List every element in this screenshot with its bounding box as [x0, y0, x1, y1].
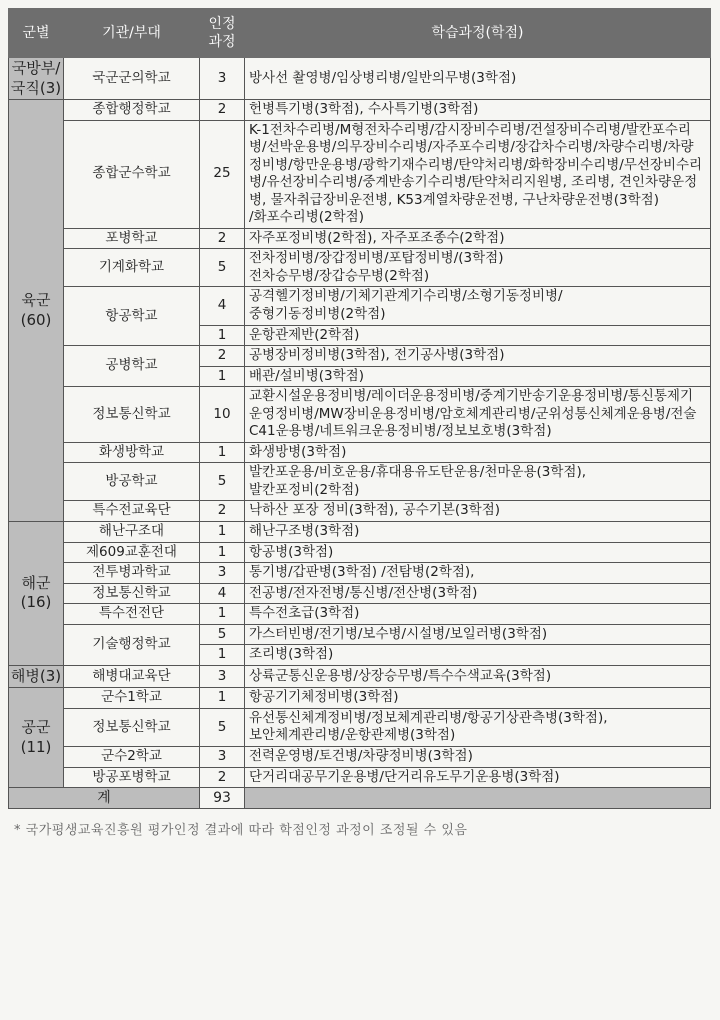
course-list-cell: 가스터빈병/전기병/보수병/시설병/보일러병(3학점)	[245, 624, 711, 645]
table-row	[9, 58, 711, 100]
table-row	[9, 100, 711, 121]
institution-cell: 항공학교	[64, 287, 200, 346]
institution-cell: 방공학교	[64, 463, 200, 501]
institution-cell: 포병학교	[64, 228, 200, 249]
course-list-cell: 헌병특기병(3학점), 수사특기병(3학점)	[245, 100, 711, 121]
table-row	[9, 563, 711, 584]
table-row	[9, 463, 711, 501]
course-list-cell: 통기병/갑판병(3학점) /전탐병(2학점),	[245, 563, 711, 584]
course-count-cell: 10	[200, 387, 245, 443]
institution-cell: 방공포병학교	[64, 767, 200, 788]
institution-cell: 군수1학교	[64, 688, 200, 709]
course-list-cell: 낙하산 포장 정비(3학점), 공수기본(3학점)	[245, 501, 711, 522]
table-row	[9, 583, 711, 604]
branch-cell: 해군 (16)	[9, 522, 64, 666]
institution-cell: 정보통신학교	[64, 583, 200, 604]
table-row	[9, 287, 711, 325]
table-row	[9, 249, 711, 287]
course-list-cell: 발칸포운용/비호운용/휴대용유도탄운용/천마운용(3학점), 발칸포정비(2학점)	[245, 463, 711, 501]
course-count-cell: 3	[200, 747, 245, 768]
course-count-cell: 2	[200, 100, 245, 121]
institution-cell: 해난구조대	[64, 522, 200, 543]
table-row	[9, 120, 711, 228]
course-list-cell: 공병장비정비병(3학점), 전기공사병(3학점)	[245, 346, 711, 367]
course-count-cell: 1	[200, 325, 245, 346]
institution-cell: 특수전교육단	[64, 501, 200, 522]
course-count-cell: 5	[200, 624, 245, 645]
course-count-cell: 1	[200, 442, 245, 463]
header-count-label: 인정 과정	[208, 15, 236, 50]
course-list-cell: 유선통신체계정비병/정보체계관리병/항공기상관측병(3학점), 보안체계관리병/운항관제병(3학점)	[245, 708, 711, 746]
table-row	[9, 708, 711, 746]
course-list-cell: 교환시설운용정비병/레이더운용정비병/중계기반송기운용정비병/통신통제기운영정비병/MW장비운용정비병/암호체계관리병/군위성통신체계운용병/전술C41운용병/네트워크운용정비병/정보보호병(3학점)	[245, 387, 711, 443]
table-row	[9, 688, 711, 709]
course-count-cell: 5	[200, 463, 245, 501]
course-list-cell: 배관/설비병(3학점)	[245, 366, 711, 387]
course-list-cell: K-1전차수리병/M형전차수리병/감시장비수리병/건설장비수리병/발칸포수리병/선박운용병/의무장비수리병/자주포수리병/장갑차수리병/차량수리병/차량정비병/항만운용병/광학기재수리병/탄약처리병/화학장비수리병/무선장비수리병/유선장비수리병/중계반송기수리병/탄약처리지원병, 조리병, 견인차량운정병, 물자취급장비운전병, K53계열차량운전병, 구난차량운전병(3학점) /화포수리병(2학점)	[245, 120, 711, 228]
table-row	[9, 442, 711, 463]
course-list-cell: 조리병(3학점)	[245, 645, 711, 666]
credit-course-table	[8, 8, 711, 809]
table-row	[9, 501, 711, 522]
course-count-cell: 3	[200, 665, 245, 688]
table-row	[9, 767, 711, 788]
total-row	[9, 788, 711, 809]
course-count-cell: 1	[200, 645, 245, 666]
institution-cell: 종합행정학교	[64, 100, 200, 121]
course-list-cell: 전력운영병/토건병/차량정비병(3학점)	[245, 747, 711, 768]
institution-cell: 화생방학교	[64, 442, 200, 463]
course-list-cell: 방사선 촬영병/임상병리병/일반의무병(3학점)	[245, 58, 711, 100]
total-blank	[245, 788, 711, 809]
institution-cell: 정보통신학교	[64, 387, 200, 443]
course-count-cell: 25	[200, 120, 245, 228]
course-count-cell: 5	[200, 249, 245, 287]
institution-cell: 해병대교육단	[64, 665, 200, 688]
course-count-cell: 1	[200, 542, 245, 563]
institution-cell: 기계화학교	[64, 249, 200, 287]
course-count-cell: 2	[200, 501, 245, 522]
course-count-cell: 2	[200, 767, 245, 788]
table-row	[9, 346, 711, 367]
header-group: 군별	[9, 9, 64, 58]
table-row	[9, 604, 711, 625]
institution-cell: 기술행정학교	[64, 624, 200, 665]
table-header-row	[9, 9, 711, 58]
course-count-cell: 1	[200, 366, 245, 387]
course-count-cell: 1	[200, 688, 245, 709]
course-count-cell: 3	[200, 563, 245, 584]
course-count-cell: 4	[200, 583, 245, 604]
table-row	[9, 542, 711, 563]
institution-cell: 국군군의학교	[64, 58, 200, 100]
course-list-cell: 화생방병(3학점)	[245, 442, 711, 463]
course-count-cell: 2	[200, 346, 245, 367]
course-list-cell: 공격헬기정비병/기체기관계기수리병/소형기동정비병/ 중형기동정비병(2학점)	[245, 287, 711, 325]
institution-cell: 공병학교	[64, 346, 200, 387]
header-count	[200, 9, 245, 58]
table-row	[9, 747, 711, 768]
institution-cell: 군수2학교	[64, 747, 200, 768]
course-list-cell: 상륙군통신운용병/상장승무병/특수수색교육(3학점)	[245, 665, 711, 688]
table-body	[9, 58, 711, 788]
institution-cell: 제609교훈전대	[64, 542, 200, 563]
course-list-cell: 운항관제반(2학점)	[245, 325, 711, 346]
header-courses: 학습과정(학점)	[245, 9, 711, 58]
total-count: 93	[200, 788, 245, 809]
course-count-cell: 1	[200, 604, 245, 625]
course-list-cell: 항공기기체정비병(3학점)	[245, 688, 711, 709]
course-list-cell: 해난구조병(3학점)	[245, 522, 711, 543]
total-label: 계	[9, 788, 200, 809]
course-count-cell: 5	[200, 708, 245, 746]
course-count-cell: 4	[200, 287, 245, 325]
course-list-cell: 단거리대공무기운용병/단거리유도무기운용병(3학점)	[245, 767, 711, 788]
table-row	[9, 387, 711, 443]
table-row	[9, 228, 711, 249]
footnote: * 국가평생교육진흥원 평가인정 결과에 따라 학점인정 과정이 조정될 수 있음	[14, 823, 468, 839]
institution-cell: 종합군수학교	[64, 120, 200, 228]
course-count-cell: 2	[200, 228, 245, 249]
branch-cell: 육군 (60)	[9, 100, 64, 522]
course-list-cell: 전차정비병/장갑정비병/포탑정비병/(3학점) 전차승무병/장갑승무병(2학점)	[245, 249, 711, 287]
institution-cell: 특수전전단	[64, 604, 200, 625]
course-count-cell: 3	[200, 58, 245, 100]
branch-cell: 해병(3)	[9, 665, 64, 688]
course-list-cell: 자주포정비병(2학점), 자주포조종수(2학점)	[245, 228, 711, 249]
course-list-cell: 전공병/전자전병/통신병/전산병(3학점)	[245, 583, 711, 604]
institution-cell: 정보통신학교	[64, 708, 200, 746]
branch-cell: 국방부/ 국직(3)	[9, 58, 64, 100]
table-row	[9, 665, 711, 688]
branch-cell: 공군 (11)	[9, 688, 64, 788]
table-row	[9, 624, 711, 645]
institution-cell: 전투병과학교	[64, 563, 200, 584]
course-list-cell: 항공병(3학점)	[245, 542, 711, 563]
header-org: 기관/부대	[64, 9, 200, 58]
table-row	[9, 522, 711, 543]
course-count-cell: 1	[200, 522, 245, 543]
course-list-cell: 특수전초급(3학점)	[245, 604, 711, 625]
